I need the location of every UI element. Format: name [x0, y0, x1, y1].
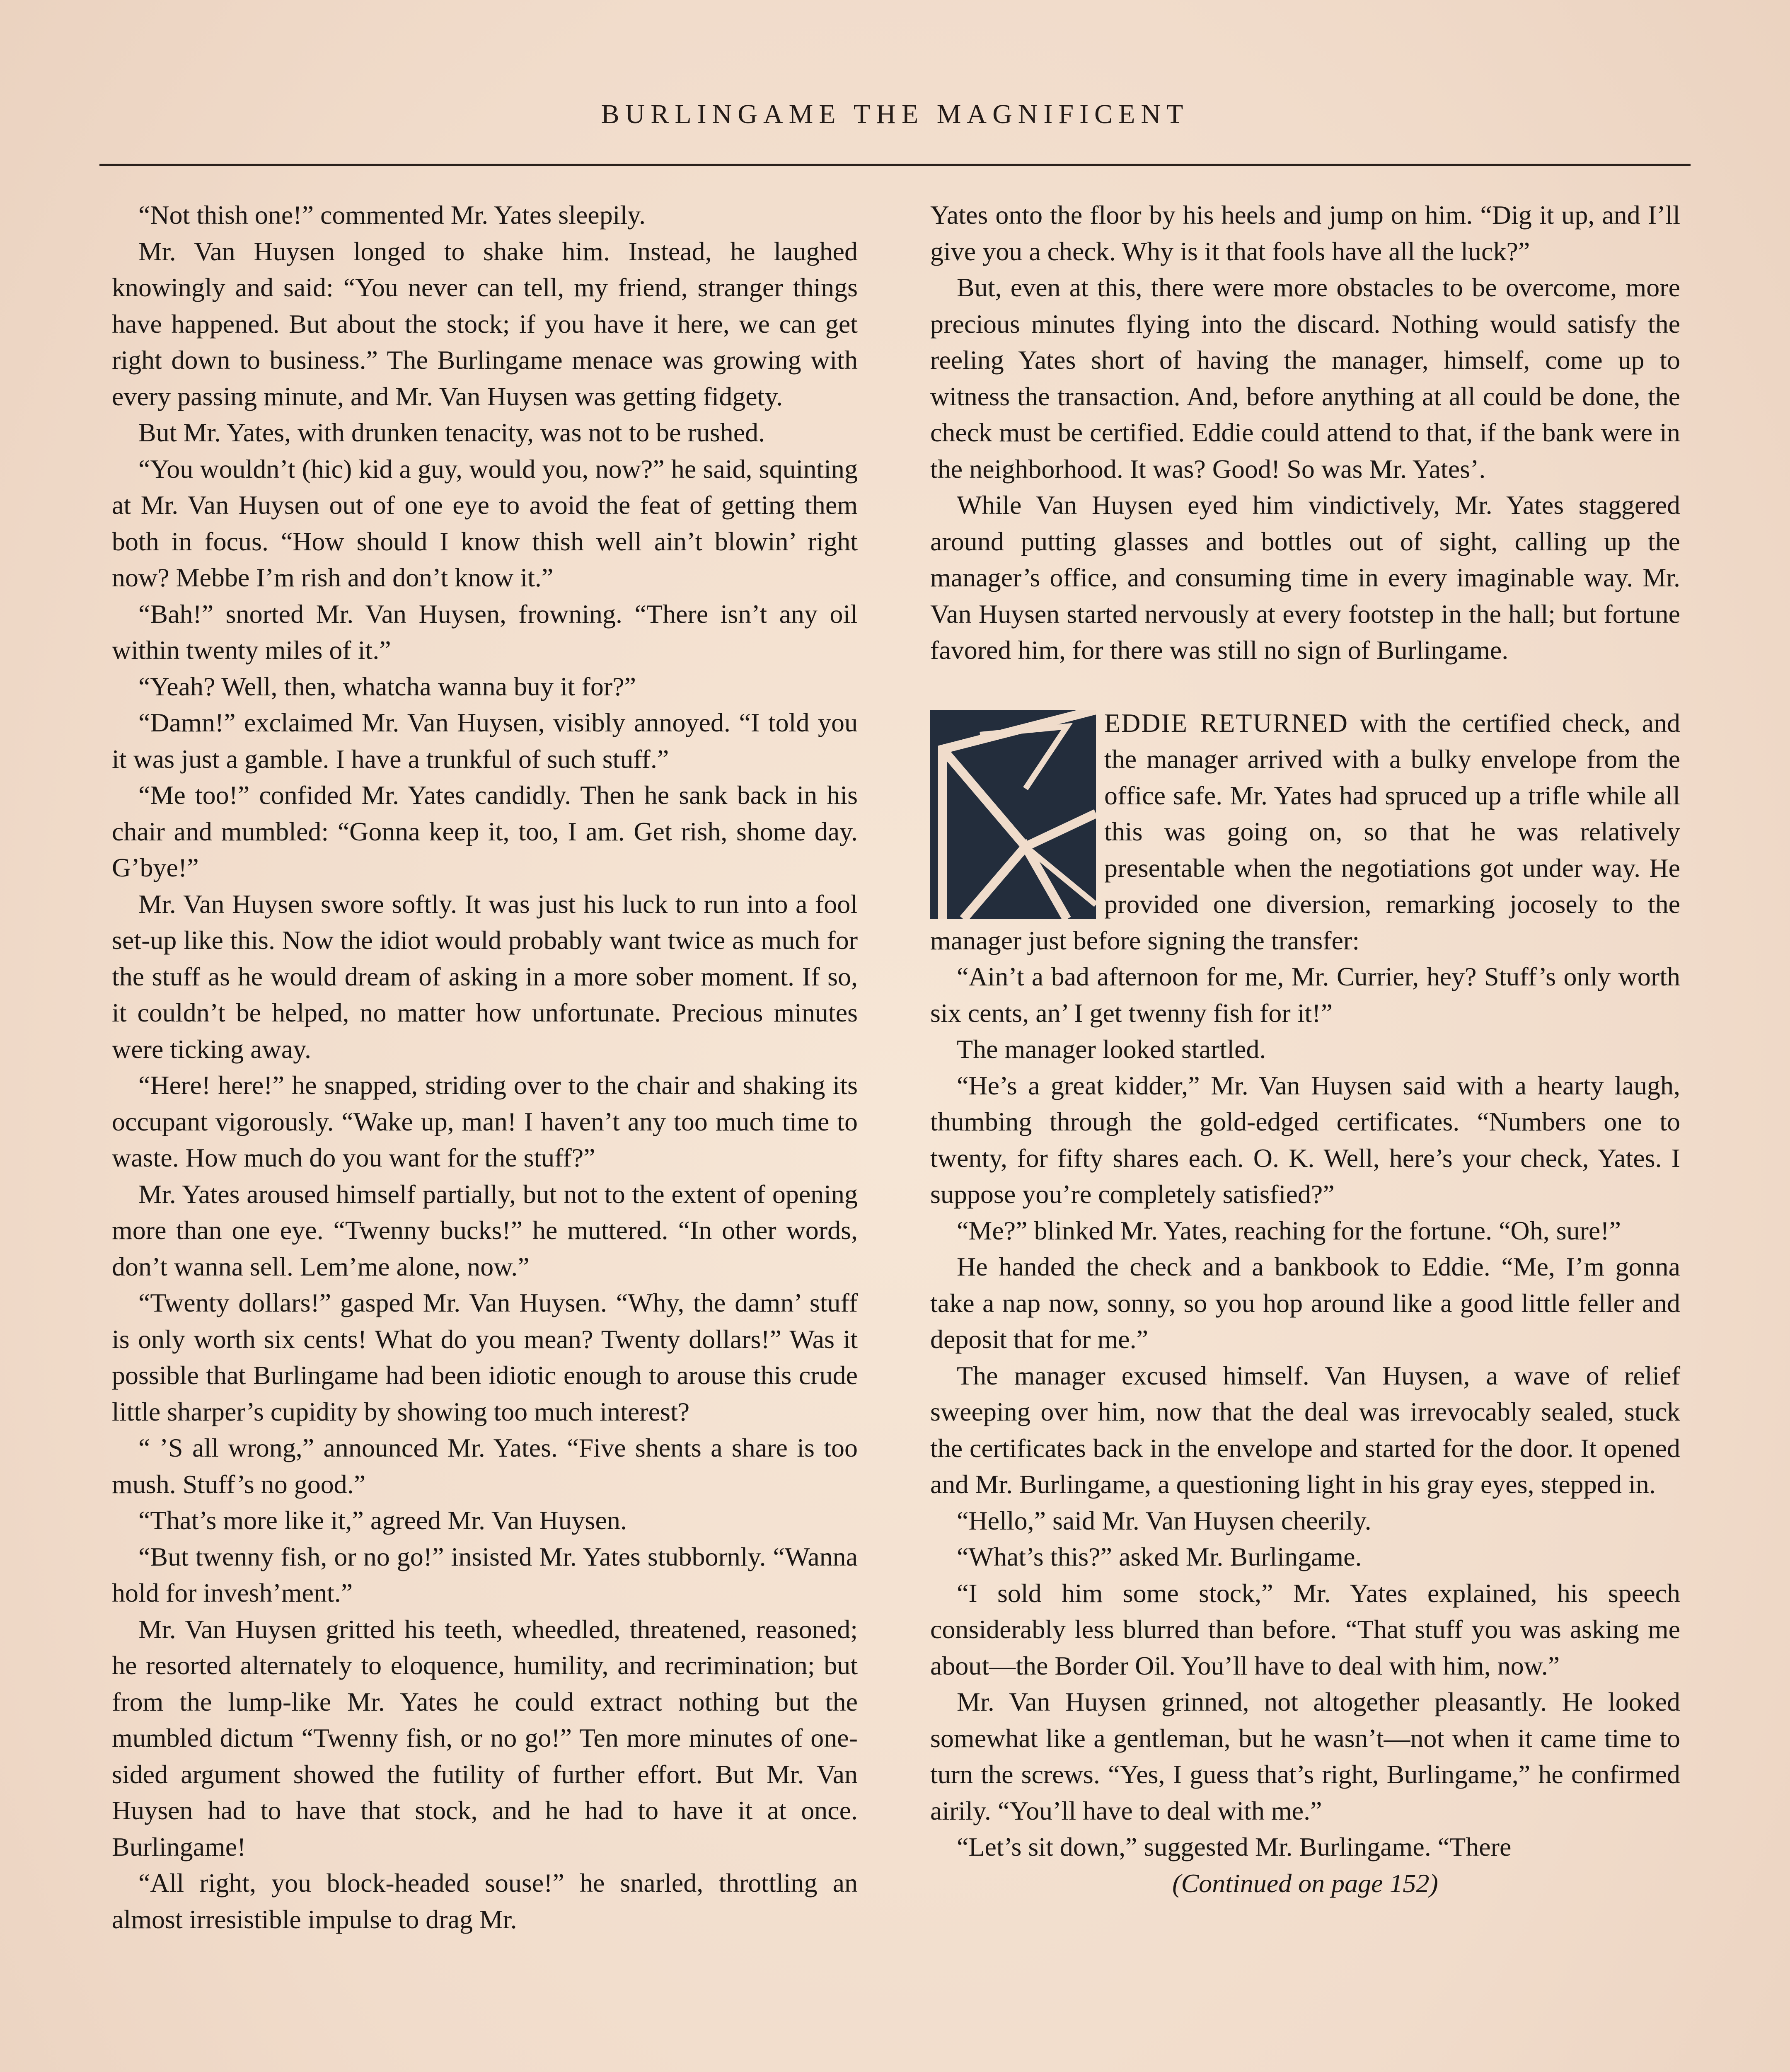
continued-note: (Continued on page 152) [1172, 1868, 1438, 1898]
paragraph: “That’s more like it,” agreed Mr. Van Huysen. [138, 1506, 627, 1535]
paragraph: “All right, you block-headed souse!” he snarled, throttling an almost irresistible impulse to drag Mr. [112, 1868, 858, 1934]
running-title: BURLINGAME THE MAGNIFICENT [601, 99, 1189, 129]
section-break [930, 668, 1680, 705]
paragraph: “Me too!” confided Mr. Yates candidly. Then he sank back in his chair and mumbled: “Gonna keep it, too, I am. Get rish, shome day. G’bye!” [112, 780, 858, 882]
paragraph: Mr. Van Huysen longed to shake him. Instead, he laughed knowingly and said: “You never can tell, my friend, stranger things have happened. But about the stock; if you have it here, we can get right down to business.” The Burlingame menace was growing with every passing minute, and Mr. Van Huysen was getting fidgety. [112, 236, 858, 411]
paragraph: “Let’s sit down,” suggested Mr. Burlingame. “There [957, 1832, 1512, 1861]
right-column [930, 197, 1680, 1901]
paragraph: He handed the check and a bankbook to Eddie. “Me, I’m gonna take a nap now, sonny, so you hop around like a good little feller and deposit that for me.” [930, 1252, 1680, 1354]
left-column [112, 197, 858, 1937]
paragraph: “Yeah? Well, then, whatcha wanna buy it for?” [138, 671, 636, 701]
paragraph: “What’s this?” asked Mr. Burlingame. [957, 1542, 1362, 1571]
lead-in: EDDIE RETURNED [1104, 708, 1348, 738]
paragraph: “Damn!” exclaimed Mr. Van Huysen, visibly annoyed. “I told you it was just a gamble. I have a trunkful of such stuff.” [112, 708, 858, 774]
paragraph: “Hello,” said Mr. Van Huysen cheerily. [957, 1506, 1372, 1535]
paragraph: “He’s a great kidder,” Mr. Van Huysen said with a hearty laugh, thumbing through the gold-edged certificates. “Numbers one to twenty, for fifty shares each. O. K. Well, here’s your check, Yates. I suppose you’re completely satisfied?” [930, 1070, 1680, 1209]
paragraph: Mr. Van Huysen grinned, not altogether pleasantly. He looked somewhat like a gentleman, but he wasn’t—not when it came time to turn the screws. “Yes, I guess that’s right, Burlingame,” he confirmed airily. “You’ll have to deal with me.” [930, 1687, 1680, 1825]
paragraph: “Bah!” snorted Mr. Van Huysen, frowning. “There isn’t any oil within twenty miles of it.” [112, 599, 858, 665]
paragraph: The manager looked startled. [957, 1034, 1266, 1064]
paragraph: Yates onto the floor by his heels and jump on him. “Dig it up, and I’ll give you a check. Why is it that fools have all the luck?” [930, 200, 1680, 266]
paragraph: “Ain’t a bad afternoon for me, Mr. Currier, hey? Stuff’s only worth six cents, an’ I get twenny fish for it!” [930, 962, 1680, 1028]
paragraph: Mr. Yates aroused himself partially, but not to the extent of opening more than one eye. “Twenny bucks!” he muttered. “In other words, don’t wanna sell. Lem’me alone, now.” [112, 1179, 858, 1281]
paragraph: “ ’S all wrong,” announced Mr. Yates. “Five shents a share is too mush. Stuff’s no good.” [112, 1433, 858, 1499]
lead-in-continuation: with the certified check, and the manager arrived with a bulky envelope from the office safe. Mr. Yates had spruced up a trifle while all this was going on, so that he was relatively presentable when the negotiations got under way. He provided one diversion, remarking jocosely to the manager just before signing the transfer: [930, 708, 1681, 955]
paragraph: “But twenny fish, or no go!” insisted Mr. Yates stubbornly. “Wanna hold for invesh’ment.” [112, 1542, 858, 1607]
paragraph: “Here! here!” he snapped, striding over to the chair and shaking its occupant vigorously. “Wake up, man! I haven’t any too much time to waste. How much do you want for the stuff?” [112, 1070, 858, 1172]
header-rule [99, 164, 1691, 166]
paragraph: Mr. Van Huysen swore softly. It was just his luck to run into a fool set-up like this. Now the idiot would probably want twice as much for the stuff as he would dream of asking in a more sober moment. If so, it couldn’t be helped, no matter how unfortunate. Precious minutes were ticking away. [112, 889, 858, 1064]
paragraph: The manager excused himself. Van Huysen, a wave of relief sweeping over him, now that the deal was irrevocably sealed, stuck the certificates back in the envelope and started for the door. It opened and Mr. Burlingame, a questioning light in his gray eyes, stepped in. [930, 1360, 1680, 1499]
paragraph: “Twenty dollars!” gasped Mr. Van Huysen. “Why, the damn’ stuff is only worth six cents! What do you mean? Twenty dollars!” Was it possible that Burlingame had been idiotic enough to arouse this crude little sharper’s cupidity by showing too much interest? [112, 1288, 858, 1426]
paragraph: “You wouldn’t (hic) kid a guy, would you, now?” he said, squinting at Mr. Van Huysen out of one eye to avoid the feat of getting them both in focus. “How should I know thish well ain’t blowin’ right now? Mebbe I’m rish and don’t know it.” [112, 454, 858, 592]
paragraph: “Me?” blinked Mr. Yates, reaching for the fortune. “Oh, sure!” [957, 1215, 1621, 1245]
section-opening [930, 705, 1680, 959]
paragraph: While Van Huysen eyed him vindictively, Mr. Yates staggered around putting glasses and bottles out of sight, calling up the manager’s office, and consuming time in every imaginable way. Mr. Van Huysen started nervously at every footstep in the hall; but fortune favored him, for there was still no sign of Burlingame. [930, 490, 1680, 665]
paragraph: But Mr. Yates, with drunken tenacity, was not to be rushed. [138, 418, 765, 447]
paragraph: But, even at this, there were more obstacles to be overcome, more precious minutes flying into the discard. Nothing would satisfy the reeling Yates short of having the manager, himself, come up to witness the transaction. And, before anything at all could be done, the check must be certified. Eddie could attend to that, if the bank were in the neighborhood. It was? Good! So was Mr. Yates’. [930, 273, 1680, 484]
paragraph: Mr. Van Huysen gritted his teeth, wheedled, threatened, reasoned; he resorted alternately to eloquence, humility, and recrimination; but from the lump-like Mr. Yates he could extract nothing but the mumbled dictum “Twenny fish, or no go!” Ten more minutes of one-sided argument showed the futility of further effort. But Mr. Van Huysen had to have that stock, and he had to have it at once. Burlingame! [112, 1614, 858, 1861]
paragraph: “Not thish one!” commented Mr. Yates sleepily. [138, 200, 646, 230]
decorative-initial-e-icon [930, 710, 1096, 919]
paragraph: “I sold him some stock,” Mr. Yates explained, his speech considerably less blurred than before. “That stuff you was asking me about—the Border Oil. You’ll have to deal with him, now.” [930, 1578, 1680, 1680]
